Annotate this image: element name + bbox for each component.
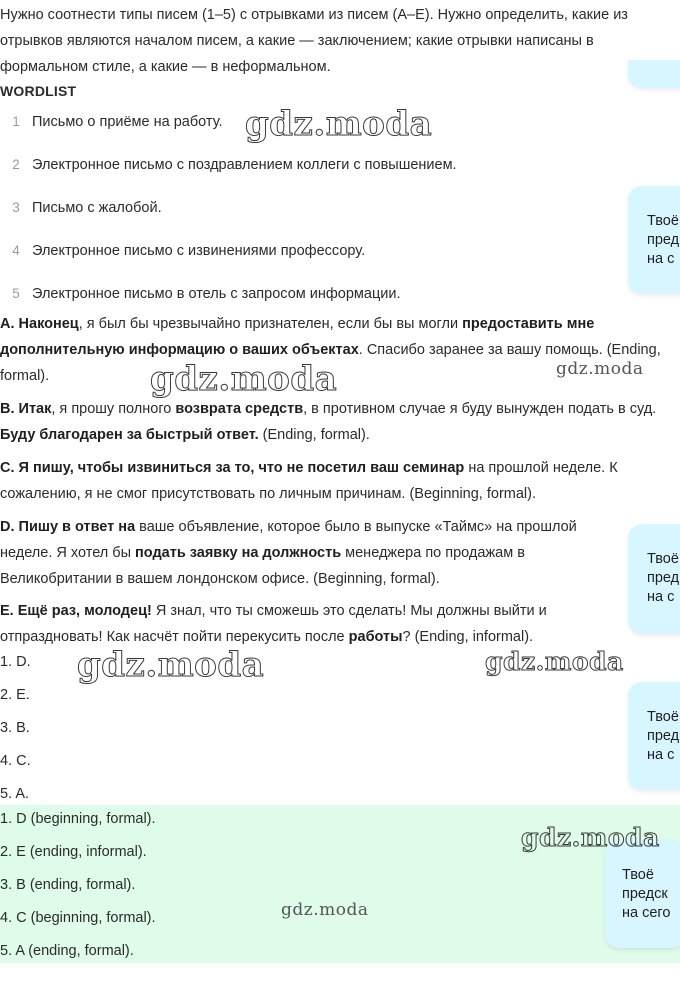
extract-a-text-end: . Спасибо заранее за вашу помощь. (Ending, formal).: [0, 342, 661, 384]
extract-b-text: , я прошу полного: [51, 401, 176, 417]
promo-bubble-line: Твоё: [647, 551, 679, 567]
promo-bubble[interactable]: [628, 186, 680, 294]
extract-c: [0, 455, 676, 507]
wordlist-item-number: 4: [12, 243, 20, 258]
wordlist-item-text: Электронное письмо с извинениями профессору.: [32, 243, 366, 259]
wordlist-item: [0, 281, 600, 307]
extract-b-closing-phrase: Буду благодарен за быстрый ответ.: [0, 427, 259, 443]
promo-bubble-line: Твоё: [647, 709, 679, 725]
full-answer: 2. E (ending, informal).: [0, 844, 147, 860]
wordlist-item: [0, 195, 600, 221]
wordlist-item-number: 5: [12, 286, 20, 301]
extract-b-text-end: (Ending, formal).: [258, 427, 370, 443]
watermark-logo: gdz.moda: [150, 359, 338, 399]
full-answer: 5. A (ending, formal).: [0, 943, 134, 959]
wordlist-item-number: 1: [12, 114, 20, 129]
wordlist-item-text: Электронное письмо в отель с запросом информации.: [32, 286, 401, 302]
promo-bubble-line: пред: [647, 232, 680, 248]
watermark-logo: gdz.moda: [245, 104, 433, 144]
promo-bubble[interactable]: [628, 682, 680, 790]
extract-b-text-mid: , в противном случае я буду вынужден подать в суд.: [303, 401, 657, 417]
full-answer: 3. B (ending, formal).: [0, 877, 136, 893]
promo-bubble[interactable]: [628, 60, 680, 88]
wordlist-item-text: Письмо с жалобой.: [32, 200, 162, 216]
short-answer: 1. D.: [0, 654, 31, 670]
promo-bubble-line: на с: [647, 589, 675, 605]
wordlist-item-text: Электронное письмо с поздравлением коллеги с повышением.: [32, 157, 457, 173]
wordlist-item: [0, 238, 600, 264]
extract-e: [0, 598, 630, 650]
promo-bubble-line: на сего: [622, 905, 671, 921]
short-answer: 3. B.: [0, 720, 30, 736]
extract-d-text: ваше объявление, которое было в выпуске «Таймс» на прошлой неделе. Я хотел бы: [0, 519, 577, 561]
extract-a-lead: A. Наконец: [0, 316, 79, 332]
watermark-logo: gdz.moda: [521, 823, 660, 852]
short-answer: 4. C.: [0, 753, 31, 769]
extract-b: [0, 396, 676, 448]
extract-d-key-phrase: подать заявку на должность: [135, 545, 342, 561]
watermark-logo: gdz.moda: [281, 900, 369, 920]
full-answer: 4. C (beginning, formal).: [0, 910, 156, 926]
promo-bubble-line: пред: [647, 570, 680, 586]
task-intro: Нужно соотнести типы писем (1–5) с отрывками из писем (A–E). Нужно определить, какие из отрывков являются началом писем, а какие — заключением; какие отрывки написаны в формальном стиле, а какие — в неформальном.: [0, 7, 628, 75]
extract-e-lead: E. Ещё раз, молодец!: [0, 603, 152, 619]
promo-bubble-line: предск: [622, 886, 668, 902]
extract-c-lead: C. Я пишу, чтобы извиниться за то, что не посетил ваш семинар: [0, 460, 465, 476]
extract-e-text-end: ? (Ending, informal).: [402, 629, 534, 645]
promo-bubble[interactable]: [605, 840, 680, 948]
promo-bubble-line: Твоё: [647, 213, 679, 229]
watermark-logo: gdz.moda: [77, 645, 265, 685]
wordlist-item: [0, 152, 600, 178]
extract-e-text: Я знал, что ты сможешь это сделать! Мы должны выйти и отпраздновать! Как насчёт пойти перекусить после: [0, 603, 547, 645]
promo-bubble-line: на с: [647, 747, 675, 763]
extract-d-text-end: менеджера по продажам в Великобритании в вашем лондонском офисе. (Beginning, formal).: [0, 545, 525, 587]
promo-bubble[interactable]: [628, 524, 680, 634]
extract-e-key-phrase: работы: [348, 629, 403, 645]
extract-b-lead: B. Итак: [0, 401, 52, 417]
extract-c-text: на прошлой неделе. К сожалению, я не смог присутствовать по личным причинам. (Beginning, formal).: [0, 460, 618, 502]
full-answer: 1. D (beginning, formal).: [0, 811, 156, 827]
extract-a-key-phrase: предоставить мне дополнительную информацию о ваших объектах: [0, 316, 595, 358]
wordlist-item-number: 3: [12, 200, 20, 215]
promo-bubble-line: на с: [647, 251, 675, 267]
short-answer: 5. A.: [0, 786, 30, 802]
wordlist-item-number: 2: [12, 157, 20, 172]
short-answer: 2. E.: [0, 687, 30, 703]
watermark-logo: gdz.moda: [485, 647, 624, 676]
promo-bubble-line: пред: [647, 728, 680, 744]
extract-a-text: , я был бы чрезвычайно признателен, если бы вы могли: [78, 316, 463, 332]
watermark-logo: gdz.moda: [556, 359, 644, 379]
extract-d-lead: D. Пишу в ответ на: [0, 519, 136, 535]
wordlist-item-text: Письмо о приёме на работу.: [32, 114, 223, 130]
wordlist-title: WORDLIST: [0, 83, 77, 99]
promo-bubble-line: Твоё: [622, 867, 654, 883]
extract-b-key-phrase: возврата средств: [175, 401, 304, 417]
extract-d: [0, 514, 630, 592]
